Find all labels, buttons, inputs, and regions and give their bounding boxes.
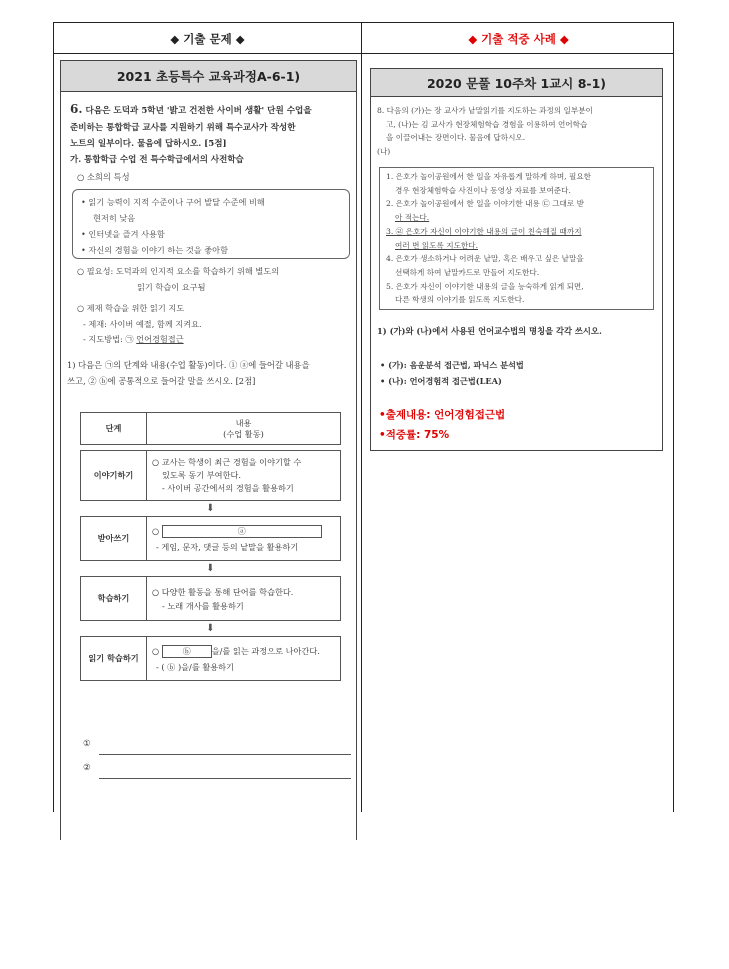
list-item: 여러 번 읽도록 지도한다. [395,240,479,250]
hit-rate-label: •적중률: 75% [379,429,450,441]
activity-bullet: ○ [152,525,160,536]
hit-case-question: 1) (가)와 (나)에서 사용된 언어교수법의 명칭을 각각 쓰시오. [377,326,602,336]
activity-line: 있도록 동기 부여한다. [162,470,241,480]
stage-activity: ○ ⓑ 을/를 읽는 과정으로 나아간다. - ( ⓑ )을/를 활용하기 [147,637,341,681]
reading-guidance [77,301,202,348]
trait-item: • 자신의 경험을 이야기 하는 것을 좋아함 [81,245,228,255]
trait-box [72,189,350,259]
exam-content-label: •출제내용: 언어경험접근법 [379,409,506,421]
header-row [54,23,673,54]
header-activity-line: (수업 활동) [223,428,264,439]
left-column-title: ◆ 기출 문제 ◆ [170,31,245,46]
column-divider [361,23,362,812]
stage-name: 이야기하기 [81,451,147,501]
header-activity [147,413,341,445]
guide-method-prefix: - 지도방법: ㉠ [83,334,137,344]
exam-question-banner: 2021 초등특수 교육과정A-6-1) [61,61,356,92]
hit-case-card [370,68,663,451]
stage-activity [147,577,341,621]
header-stage: 단계 [81,413,147,445]
list-item: 4. 은호가 생소하거나 어려운 낱말, 혹은 배우고 싶은 낱말을 [386,254,584,264]
activity-line: - 노래 개사를 활용하기 [162,600,244,611]
stage-name: 읽기 학습하기 [81,637,147,681]
list-item: 2. 은호가 놀이공원에서 한 일을 이야기한 내용 ㉢ 그대로 받 [386,199,584,209]
need-line: 읽기 학습이 요구됨 [137,281,206,292]
answer-item: • (가): 음운분석 접근법, 파닉스 분석법 [380,360,524,370]
procedure-list-box [379,167,654,310]
trait-item: • 읽기 능력이 지적 수준이나 구어 발달 수준에 비해 [81,197,265,207]
table-header-row [81,413,341,445]
activity-line: 을/를 읽는 과정으로 나아간다. [211,645,320,656]
list-item: 다른 학생의 이야기를 읽도록 지도한다. [395,295,525,305]
activity-line: - ( ⓑ )을/를 활용하기 [156,661,234,672]
trait-heading: ○ 소희의 특성 [77,172,130,182]
guide-heading: ○ 제재 학습을 위한 읽기 지도 [77,303,185,313]
stage-table [80,412,341,681]
answer-marker: ① [83,739,91,749]
down-arrow-icon: ⬇ [206,503,215,514]
table-row [81,451,341,501]
need-statement [77,264,347,295]
question-number: 6. [70,102,83,116]
answer-item: • (나): 언어경험적 접근법(LEA) [380,376,502,386]
list-item: 아 적는다. [395,213,430,223]
intro-line: 노트의 일부이다. 물음에 답하시오. [5점] [70,139,227,149]
list-item: 5. 은호가 자신이 이야기한 내용의 글을 능숙하게 읽게 되면, [386,281,584,291]
blank-b: ⓑ [162,645,212,658]
list-item: 3. ㉣ 은호가 자신이 이야기한 내용의 글이 친숙해질 때까지 [386,226,582,236]
stage-name: 학습하기 [81,577,147,621]
table-row [81,517,341,561]
activity-line: ○ 교사는 학생이 최근 경험을 이야기할 수 [152,457,302,467]
answer-line-2[interactable] [83,763,351,779]
stage-activity [147,451,341,501]
sub-question-1 [67,357,355,389]
stage-activity [147,517,341,561]
intro-line: 8. 다음의 (가)는 장 교사가 낱말읽기를 지도하는 과정의 일부분이 [377,106,593,115]
guide-topic: - 제재: 사이버 예절, 함께 지켜요. [83,318,202,329]
q1-line: 쓰고, ② ⓑ에 공통적으로 들어갈 말을 쓰시오. [2점] [67,376,256,386]
exam-question-card [60,60,357,840]
table-row [81,577,341,621]
comparison-sheet [53,22,674,812]
blank-a: ⓐ [162,525,322,538]
intro-line: 다음은 도덕과 5학년 '밝고 건전한 사이버 생활' 단원 수업을 [85,106,312,116]
need-line: ○ 필요성: 도덕과의 인지적 요소를 학습하기 위해 별도의 [77,266,280,276]
activity-line: ○ 다양한 활동을 통해 단어를 학습한다. [152,586,294,597]
trait-item: • 인터넷을 즐겨 사용함 [81,229,165,239]
right-column-title: ◆ 기출 적중 사례 ◆ [468,31,569,46]
hit-case-banner: 2020 문풀 10주차 1교시 8-1) [371,69,662,97]
intro-line: 준비하는 통합학급 교사를 지원하기 위해 특수교사가 작성한 [70,122,296,133]
down-arrow-icon: ⬇ [206,563,215,574]
activity-line: - 사이버 공간에서의 경험을 활용하기 [162,483,294,493]
guide-method [77,332,202,348]
question-intro [70,101,350,153]
q1-line: 1) 다음은 ㉠의 단계와 내용(수업 활동)이다. ① ⓐ에 들어갈 내용을 [67,360,310,370]
intro-line: 고, (나)는 김 교사가 현장체험학습 경험을 이용하여 언어학습 [386,119,588,129]
intro-line: (나) [377,146,391,156]
activity-line: - 게임, 문자, 댓글 등의 낱말을 활용하기 [156,541,299,552]
table-row [81,637,341,681]
header-activity-line: 내용 [235,417,252,428]
answer-marker: ② [83,763,91,773]
list-item: 선택하게 하여 낱말카드로 만들어 지도한다. [395,267,540,277]
hit-case-answers [380,357,524,389]
guide-method-underlined: 언어경험접근 [136,334,184,344]
intro-line: 을 이끌어내는 장면이다. 물음에 답하시오. [386,133,526,142]
hit-case-intro [377,104,657,158]
answer-line-1[interactable] [83,739,351,755]
list-item: 경우 현장체험학습 사진이나 동영상 자료를 보여준다. [395,185,571,195]
down-arrow-icon: ⬇ [206,623,215,634]
list-item: 1. 은호가 놀이공원에서 한 일을 자유롭게 말하게 하며, 필요한 [386,172,592,181]
section-a-title: 가. 통합학급 수업 전 특수학급에서의 사전학습 [70,155,244,165]
trait-item: 현저히 낮음 [93,213,136,223]
stage-name: 받아쓰기 [81,517,147,561]
